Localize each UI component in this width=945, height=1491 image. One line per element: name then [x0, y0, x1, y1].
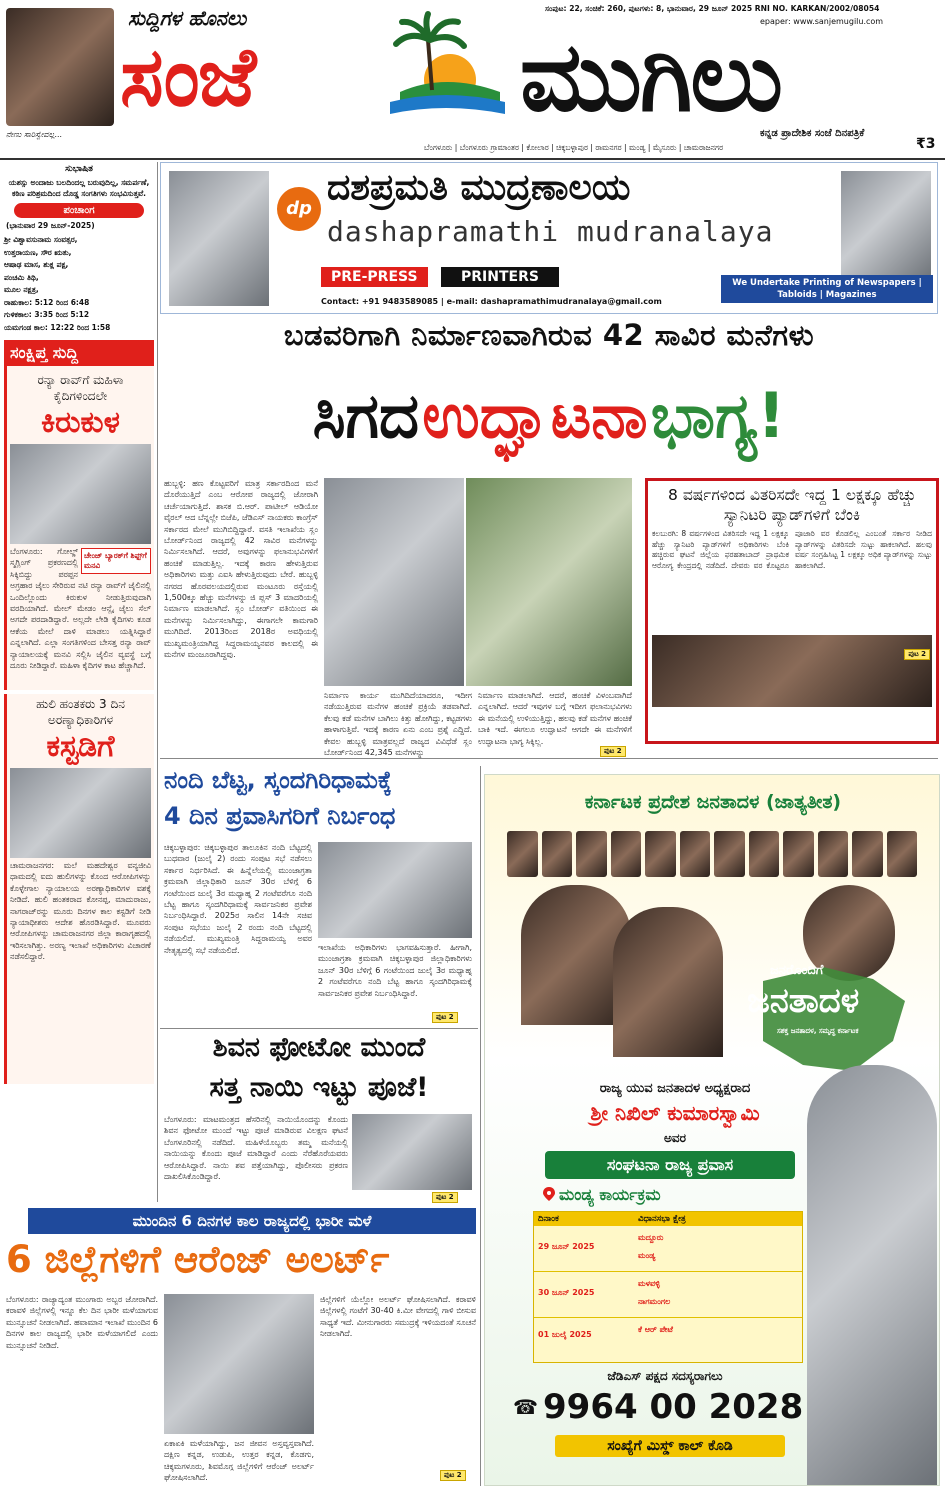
panchanga-line: ಪಂಚಮಿ ತಿಥಿ,: [4, 272, 39, 282]
rain-column-1: ಬೆಂಗಳೂರು: ರಾಜ್ಯಾದ್ಯಂತ ಮುಂಗಾರು ಅಬ್ಬರ ಜೋರಾಗಿದೆ. ಕರಾವಳಿ ಜಿಲ್ಲೆಗಳಲ್ಲಿ ಇನ್ನೂ ಕೆಲ ದಿನ ಭಾರೀ ಮಳೆಯಾಗುವ ಮುನ್ಸೂಚನೆ ನೀಡಲಾಗಿದೆ. ಹವಾಮಾನ ಇಲಾಖೆ ಮುಂದಿನ 6 ದಿನಗಳ ಕಾಲ ರಾಜ್ಯದಲ್ಲಿ ಭಾರೀ ಮಳೆಯಾಗಲಿದೆ ಎಂದು ಮುನ್ಸೂಚನೆ ನೀಡಿದೆ.: [6, 1295, 158, 1350]
schedule-place: ಮಳವಳ್ಳಿ: [638, 1279, 660, 1288]
rain-continue[interactable]: ಪುಟ 2: [440, 1470, 466, 1481]
story2-headline: ಕಸ್ಟಡಿಗೆ: [46, 729, 115, 764]
shiva-headline-1: ಶಿವನ ಫೋಟೋ ಮುಂದೆ: [212, 1032, 426, 1063]
subhashita-title: ಸುಭಾಷಿತ: [65, 164, 93, 174]
schedule-place: ಕೆ ಆರ್ ಪೇಟೆ: [638, 1325, 673, 1334]
story2-body: ಚಾಮರಾಜನಗರ: ಮಲೆ ಮಹದೇಶ್ವರ ವನ್ಯಜೀವಿ ಧಾಮದಲ್ಲಿ ಐದು ಹುಲಿಗಳನ್ನು ಕೊಂದ ಆರೋಪಿಗಳನ್ನು ಕೊಳ್ಳೇಗಾಲ ನ್ಯಾಯಾಲಯ ಅರಣ್ಯಾಧಿಕಾರಿಗಳ ವಶಕ್ಕೆ ನೀಡಿದೆ. ಹುಲಿ ಹಂತಕರಾದ ಕೋನಪ್ಪ, ಮಾದುರಾಜು, ನಾಗರಾಜ್‌ರನ್ನು ಮೂರು ದಿನಗಳ ಕಾಲ ಕಸ್ಟಡಿಗೆ ನೀಡಿ ನ್ಯಾಯಾಧೀಶರು ಆದೇಶ ಹೊರಡಿಸಿದ್ದಾರೆ. ಮೂವರು ಆರೋಪಿಗಳನ್ನು ಚಾಮರಾಜನಗರ ಜಿಲ್ಲಾ ಕಾರಾಗೃಹದಲ್ಲಿ ಇರಿಸಲಾಗಿತ್ತು. ಅರಣ್ಯ ಇಲಾಖೆ ಅಧಿಕಾರಿಗಳು ವಿಚಾರಣೆ ನಡೆಸಲಿದ್ದಾರೆ.: [10, 861, 151, 962]
jds-phone[interactable]: 9964 00 2028: [543, 1387, 804, 1427]
lead-photo-cm: [324, 478, 464, 686]
panchanga-list: [4, 234, 154, 334]
jds-place: ಮಂಡ್ಯ ಕಾರ್ಯಕ್ರಮ: [559, 1185, 661, 1204]
shiva-continue[interactable]: ಪುಟ 2: [432, 1192, 458, 1203]
jds-title: ಕರ್ನಾಟಕ ಪ್ರದೇಶ ಜನತಾದಳ (ಜಾತ್ಯತೀತ): [584, 791, 842, 813]
panchanga-line: ಶ್ರೀ ವಿಶ್ವಾವಸುನಾಮ ಸಂವತ್ಸರ,: [4, 235, 78, 244]
story2-kicker: ಹುಲಿ ಹಂತಕರು 3 ದಿನ ಅರಣ್ಯಾಧಿಕಾರಿಗಳ: [36, 697, 125, 727]
jds-ad[interactable]: [484, 774, 940, 1486]
rain-column-2: ಏಕಾಏಕಿ ಮಳೆಯಾಗಿದ್ದು, ಜನ ಜೀವನ ಅಸ್ತವ್ಯಸ್ತವಾಗಿದೆ. ದಕ್ಷಿಣ ಕನ್ನಡ, ಉಡುಪಿ, ಉತ್ತರ ಕನ್ನಡ, ಕೊಡಗು, ಚಿಕ್ಕಮಗಳೂರು, ಶಿವಮೊಗ್ಗ ಜಿಲ್ಲೆಗಳಿಗೆ ಆರೆಂಜ್ ಅಲರ್ಟ್ ಘೋಷಿಸಲಾಗಿದೆ.: [164, 1439, 314, 1483]
panchanga-line: ಮೂಲ ನಕ್ಷತ್ರ,: [4, 285, 39, 294]
masthead-name-left: ಸಂಜೆ: [120, 30, 255, 125]
th-date: ದಿನಾಂಕ: [538, 1214, 559, 1224]
schedule-date: 30 ಜೂನ್ 2025: [538, 1288, 595, 1297]
lead-column-3: ನಿರ್ಮಾಣ ಮಾಡಲಾಗಿದೆ. ಆದರೆ, ಹಂಚಿಕೆ ವಿಳಂಬವಾಗಿದೆ ಎನ್ನಲಾಗಿದೆ. ಆದರೆ ಇವುಗಳ ಬಗ್ಗೆ ಇದೀಗ ಫಲಾನುಭವಿಗಳು ಈ ಮನೆಯಲ್ಲಿ ಉಳಿಯುತ್ತಿದ್ದು, ಹಲವು ಕಡೆ ಮನೆಗಳ ಹಂಚಿಕೆ ಬಾಕಿ ಇದೆ. ಈಗಲೂ ಉದ್ಘಾಟನೆ ಆಗದೇ ಈ ಮನೆಗಳಿಗೆ ಉದ್ಘಾಟನಾ ಭಾಗ್ಯ ಸಿಕ್ಕಿಲ್ಲ.: [478, 691, 632, 746]
schedule-place: ಮದ್ದೂರು: [638, 1233, 664, 1242]
rain-column-3: ಜಿಲ್ಲೆಗಳಿಗೆ ಯೆಲ್ಲೋ ಅಲರ್ಟ್ ಘೋಷಿಸಲಾಗಿದೆ. ಕರಾವಳಿ ಜಿಲ್ಲೆಗಳಲ್ಲಿ ಗಂಟೆಗೆ 30-40 ಕಿ.ಮೀ ವೇಗದಲ್ಲಿ ಗಾಳಿ ಬೀಸುವ ಸಾಧ್ಯತೆ ಇದೆ. ಮೀನುಗಾರರು ಸಮುದ್ರಕ್ಕೆ ಇಳಿಯದಂತೆ ಸೂಚನೆ ನೀಡಲಾಗಿದೆ.: [320, 1295, 476, 1339]
schedule-row: [534, 1226, 802, 1272]
lead-column-1: ಹುಬ್ಬಳ್ಳಿ: ಹಣ ಕೊಟ್ಟವರಿಗೆ ಮಾತ್ರ ಸರ್ಕಾರದಿಂದ ಮನೆ ದೊರೆಯುತ್ತಿದೆ ಎಂಬ ಆರೋಪ ರಾಜ್ಯದಲ್ಲಿ ಜೋರಾಗಿ ಚರ್ಚೆಯಾಗುತ್ತಿದೆ. ಶಾಸಕ ಬಿ.ಆರ್. ಪಾಟೀಲ್ ಆಡಿಯೋ ವೈರಲ್ ಆದ ಬೆನ್ನಲ್ಲೇ ಬಿಜೆಪಿ, ಜೆಡಿಎಸ್ ನಾಯಕರು ಕಾಂಗ್ರೆಸ್ ಸರ್ಕಾರದ ಮೇಲೆ ಮುಗಿಬಿದ್ದಿದ್ದಾರೆ. ವಸತಿ ಇಲಾಖೆಯ ಸ್ಲಂ ಬೋರ್ಡ್‌ನಿಂದ ರಾಜ್ಯದಲ್ಲಿ 42 ಸಾವಿರ ಮನೆಗಳನ್ನು ನಿರ್ಮಿಸಲಾಗಿದೆ. ಆದರೆ, ಅವುಗಳನ್ನು ಫಲಾನುಭವಿಗಳಿಗೆ ಹಂಚಿಕೆ ಮಾಡುತ್ತಿಲ್ಲ. ಇದಕ್ಕೆ ಕಾರಣ ಹೇಳುತ್ತಿರುವ ಅಧಿಕಾರಿಗಳು ಮತ್ತು ಎಐಸಿ ಹೇಳುತ್ತಿರುವುದು ಬೇರೆ. ಹುಬ್ಬಳ್ಳಿ ನಗರದ ಹೊರವಲಯದಲ್ಲಿರುವ ಮಂಟೂರು ರಸ್ತೆಯಲ್ಲಿ 1,500ಕ್ಕೂ ಹೆಚ್ಚು ಮನೆಗಳನ್ನು ಜಿ ಪ್ಲಸ್ 3 ಮಾದರಿಯಲ್ಲಿ ನಿರ್ಮಾಣ ಮಾಡಲಾಗಿದೆ. ಸ್ಲಂ ಬೋರ್ಡ್ ವತಿಯಿಂದ ಈ ಮನೆಗಳನ್ನು ನಿರ್ಮಿಸಲಾಗಿದ್ದು, ಈಗಾಗಲೇ ಕಾಮಗಾರಿ ಮುಗಿದಿದೆ. 2013ರಿಂದ 2018ರ ಅವಧಿಯಲ್ಲಿ ಮುಖ್ಯಮಂತ್ರಿಯಾಗಿದ್ದ ಸಿದ್ದರಾಮಯ್ಯನವರ ಕಾಲದಲ್ಲಿ ಈ ಮನೆಗಳ ಮಂಜೂರಾಗಿದ್ದವು.: [164, 479, 318, 660]
ad-logo: dp: [277, 187, 321, 231]
rain-photo: [164, 1294, 314, 1434]
ad-machine-photo-left: [169, 171, 269, 306]
jds-schedule-table: [533, 1211, 803, 1363]
lead-photo-houses: [466, 478, 632, 686]
nandi-photo: [318, 842, 472, 938]
ad-badge: We Undertake Printing of Newspapers | Tabloids | Magazines: [721, 275, 933, 303]
schedule-place: ನಾಗಮಂಗಲ: [638, 1297, 671, 1306]
schedule-row: [534, 1272, 802, 1318]
lead-headline-c: ಭಾಗ್ಯ!: [650, 379, 786, 452]
jds-logo-small: ಜನರೊಂದಿಗೆ: [770, 963, 824, 978]
ad-machine-photo-right: [841, 171, 931, 281]
ad-prepress-tag: PRE-PRESS: [321, 267, 428, 287]
sanitary-box: [645, 478, 939, 744]
sanitary-continue[interactable]: ಪುಟ 2: [904, 649, 930, 660]
price-badge: ₹3: [916, 136, 936, 152]
ad-en-name: dashapramathi mudranalaya: [327, 215, 774, 248]
masthead-tagline: ಸುದ್ದಿಗಳ ಹೊನಲು: [128, 6, 247, 30]
nandi-headline-1: ನಂದಿ ಬೆಟ್ಟ, ಸ್ಕಂದಗಿರಿಧಾಮಕ್ಕೆ: [164, 766, 392, 794]
jds-callout: ಜೆಡಿಎಸ್ ಪಕ್ಷದ ಸದಸ್ಯರಾಗಲು: [607, 1369, 723, 1383]
jds-karnataka-map: [733, 961, 933, 1081]
jds-leader-photo-2: [613, 907, 723, 1057]
brief-title: ಸಂಕ್ಷಿಪ್ತ ಸುದ್ದಿ: [4, 340, 154, 366]
jds-logo-sub: ಸಶಕ್ತ ಜನತಾದಳ, ಸಮೃದ್ಧ ಕರ್ನಾಟಕ: [777, 1027, 859, 1035]
nandi-column-1: ಚಿಕ್ಕಬಳ್ಳಾಪುರ: ಚಿಕ್ಕಬಳ್ಳಾಪುರ ತಾಲೂಕಿನ ನಂದಿ ಬೆಟ್ಟದಲ್ಲಿ ಬುಧವಾರ (ಜುಲೈ 2) ರಂದು ಸಂಪುಟ ಸಭೆ ನಡೆಸಲು ಸರ್ಕಾರ ನಿರ್ಧರಿಸಿದೆ. ಈ ಹಿನ್ನೆಲೆಯಲ್ಲಿ ಮುಂಜಾಗ್ರತಾ ಕ್ರಮವಾಗಿ ಜಿಲ್ಲಾಧಿಕಾರಿ ಜೂನ್ 30ರ ಬೆಳಿಗ್ಗೆ 6 ಗಂಟೆಯಿಂದ ಜುಲೈ 3ರ ಮಧ್ಯಾಹ್ನ 2 ಗಂಟೆವರೆಗೂ ನಂದಿ ಬೆಟ್ಟ ಹಾಗೂ ಸ್ಕಂದಗಿರಿಧಾಮಕ್ಕೆ ಸಾರ್ವಜನಿಕರ ಪ್ರವೇಶ ನಿರ್ಬಂಧಿಸಿದ್ದಾರೆ. 2025ರ ಸಾಲಿನ 14ನೇ ಸಚಿವ ಸಂಪುಟ ಸಭೆಯು ಜುಲೈ 2 ರಂದು ನಂದಿ ಬೆಟ್ಟದಲ್ಲಿ ನಡೆಯಲಿದೆ. ಮುಖ್ಯಮಂತ್ರಿ ಸಿದ್ದರಾಮಯ್ಯ ಅವರ ನೇತೃತ್ವದಲ್ಲಿ ಸಭೆ ನಡೆಯಲಿದೆ.: [164, 843, 312, 955]
story1-kicker: ರನ್ಯಾ ರಾವ್‌ಗೆ ಮಹಿಳಾ ಕೈದಿಗಳಿಂದಲೇ: [37, 373, 124, 403]
masthead: [0, 0, 945, 160]
schedule-place: ಮಂಡ್ಯ: [638, 1251, 656, 1260]
epaper-link[interactable]: epaper: www.sanjemugilu.com: [760, 17, 884, 26]
jds-name: ಶ್ರೀ ನಿಖಿಲ್ ಕುಮಾರಸ್ವಾಮಿ: [590, 1101, 760, 1125]
schedule-date: 29 ಜೂನ್ 2025: [538, 1242, 595, 1251]
panchanga-line: ಯಮಗಂಡ ಕಾಲ: 12:22 ರಿಂದ 1:58: [4, 322, 111, 332]
jds-logo-big: ಜನತಾದಳ: [747, 981, 860, 1021]
issue-meta: ಸಂಪುಟ: 22, ಸಂಚಿಕೆ: 260, ಪುಟಗಳು: 8, ಭಾನುವಾರ, 29 ಜೂನ್ 2025 RNI NO. KARKAN/2002/08054: [545, 4, 880, 13]
jds-role: ರಾಜ್ಯ ಯುವ ಜನತಾದಳ ಅಧ್ಯಕ್ಷರಾದ: [599, 1081, 751, 1096]
ad-kn-name: ದಶಪ್ರಮತಿ ಮುದ್ರಣಾಲಯ: [327, 167, 631, 208]
th-place: ವಿಧಾನಸಭಾ ಕ್ಷೇತ್ರ: [638, 1214, 686, 1224]
sanitary-headline: 8 ವರ್ಷಗಳಿಂದ ವಿತರಿಸದೇ ಇದ್ದ 1 ಲಕ್ಷಕ್ಕೂ ಹೆಚ್ಚು ಸ್ಯಾನಿಟರಿ ಪ್ಯಾಡ್‌ಗಳಿಗೆ ಬೆಂಕಿ: [668, 486, 916, 524]
shiva-body: ಬೆಂಗಳೂರು: ಮಾಟಮಂತ್ರದ ಹೆಸರಿನಲ್ಲಿ ನಾಯಿಯೊಂದನ್ನು ಕೊಂದು ಶಿವನ ಫೋಟೋ ಮುಂದೆ ಇಟ್ಟು ಪೂಜೆ ಮಾಡಿರುವ ವಿಲಕ್ಷಣ ಘಟನೆ ಬೆಂಗಳೂರಿನಲ್ಲಿ ನಡೆದಿದೆ. ಮಹಿಳೆಯೊಬ್ಬರು ತಮ್ಮ ಮನೆಯಲ್ಲಿ ನಾಯಿಯನ್ನು ಕೊಂದು ಪೂಜೆ ಮಾಡಿದ್ದಾರೆ ಎಂದು ನೆರೆಹೊರೆಯವರು ಆರೋಪಿಸಿದ್ದಾರೆ. ನಾಯಿ ಶವ ಪತ್ತೆಯಾಗಿದ್ದು, ಪೊಲೀಸರು ಪ್ರಕರಣ ದಾಖಲಿಸಿಕೊಂಡಿದ್ದಾರೆ.: [164, 1115, 348, 1182]
jds-nikhil-photo: [807, 1065, 937, 1485]
jds-missed-call: ಸಂಖ್ಯೆಗೆ ಮಿಸ್ಡ್ ಕಾಲ್ ಕೊಡಿ: [555, 1435, 785, 1457]
left-column: [4, 162, 154, 1207]
printer-ad[interactable]: [160, 162, 938, 314]
panchanga-date: (ಭಾನುವಾರ 29 ಜೂನ್-2025): [6, 221, 95, 230]
editor-photo: [6, 8, 114, 126]
ad-printers-tag: PRINTERS: [441, 267, 559, 287]
lead-headline-a: ಸಿಗದ: [312, 379, 420, 452]
panchanga-title: ಪಂಚಾಂಗ: [14, 203, 144, 218]
jds-avaru: ಅವರ: [664, 1131, 686, 1145]
sanitary-body: ಕಲಬುರಗಿ: 8 ವರ್ಷಗಳಿಂದ ವಿತರಿಸದೇ ಇದ್ದ 1 ಲಕ್ಷಕ್ಕೂ ಹೆಚ್ಚು ಸ್ಯಾನಿಟರಿ ಪ್ಯಾಡ್‌ಗಳಿಗೆ ಅಧಿಕಾರಿಗಳು ಬೆಂಕಿ ಹಚ್ಚಿರುವ ಘಟನೆ ಜಿಲ್ಲೆಯ ಫರಹತಾಬಾದ್ ಪ್ರಾಥಮಿಕ ಆರೋಗ್ಯ ಕೇಂದ್ರದಲ್ಲಿ ನಡೆದಿದೆ. ದೇವರು ವರ ಕೊಟ್ಟರೂ ಪೂಜಾರಿ ವರ ಕೊಡಲಿಲ್ಲ ಎಂಬಂತೆ ಸರ್ಕಾರ ನೀಡಿದ ಪ್ಯಾಡ್‌ಗಳನ್ನು ವಿತರಿಸದೇ ಸುಟ್ಟು ಹಾಕಲಾಗಿದೆ. ಹಲವು ವರ್ಷ ಸಂಗ್ರಹಿಸಿಟ್ಟ 1 ಲಕ್ಷಕ್ಕೂ ಅಧಿಕ ಪ್ಯಾಡ್‌ಗಳನ್ನು ಸುಟ್ಟು ಹಾಕಲಾಗಿದೆ.: [652, 529, 932, 570]
schedule-row: [534, 1318, 802, 1358]
subhashita-text: ಯಶಸ್ಸು ಅಂದಾಜು ಬಲದಿಂದಲ್ಲ ಬರುವುದಿಲ್ಲ, ಸಮರ್ಪಣೆ, ಕಠಿಣ ಪರಿಶ್ರಮದಿಂದ ದೊಡ್ಡ ಸಂಗತಿಗಳು ಸಂಭವಿಸುತ್ತವೆ.: [8, 178, 150, 198]
story1-inset: ಚೇಂಜ್ ಬ್ಯಾರಕ್‌ಗೆ ಶಿಫ್ಟ್‌ಗೆ ಮನವಿ: [81, 548, 151, 574]
phone-icon: ☎: [513, 1395, 538, 1419]
jds-tour: ಸಂಘಟನಾ ರಾಜ್ಯ ಪ್ರವಾಸ: [545, 1151, 795, 1179]
location-pin-icon: [543, 1187, 555, 1201]
masthead-name-right: ಮುಗಿಲು: [520, 21, 782, 133]
panchanga-line: ರಾಹುಕಾಲ: 5:12 ರಿಂದ 6:48: [4, 297, 90, 307]
rain-headline: 6 ಜಿಲ್ಲೆಗಳಿಗೆ ಆರೆಂಜ್ ಅಲರ್ಟ್: [6, 1238, 390, 1281]
nandi-headline-2: 4 ದಿನ ಪ್ರವಾಸಿಗರಿಗೆ ನಿರ್ಬಂಧ: [164, 802, 396, 830]
lead-column-2: ನಿರ್ಮಾಣ ಕಾರ್ಯ ಮುಗಿದಿದೆಯಾದರೂ, ಇದೀಗ ನಡೆಯುತ್ತಿರುವ ಮನೆಗಳ ಹಂಚಿಕೆ ಪ್ರಕ್ರಿಯೆ ತಡವಾಗಿದೆ. ಕೆಲವು ಕಡೆ ಮನೆಗಳ ಬಾಗಿಲು ಕಿತ್ತು ಹೋಗಿದ್ದು, ಕಟ್ಟಡಗಳು ಹಾಳಾಗುತ್ತಿವೆ. ಇದಕ್ಕೆ ಕಾರಣ ಏನು ಎಂಬ ಪ್ರಶ್ನೆ ಎದ್ದಿದೆ. ಕೇವಲ ಹುಬ್ಬಳ್ಳಿ ಮಾತ್ರವಲ್ಲದೆ ರಾಜ್ಯದ ವಿವಿಧೆಡೆ ಸ್ಲಂ ಬೋರ್ಡ್‌ನಿಂದ 42,345 ಮನೆಗಳನ್ನು: [324, 691, 472, 758]
schedule-date: 01 ಜುಲೈ 2025: [538, 1330, 592, 1339]
shiva-headline-2: ಸತ್ತ ನಾಯಿ ಇಟ್ಟು ಪೂಜೆ!: [209, 1072, 429, 1103]
panchanga-line: ಗುಳಿಕಕಾಲ: 3:35 ರಿಂದ 5:12: [4, 310, 90, 319]
sun-palm-logo: [380, 10, 510, 120]
story1-body: ಬೆಂಗಳೂರು: ಗೋಲ್ಡ್ ಸ್ಮಗ್ಲಿಂಗ್ ಪ್ರಕರಣದಲ್ಲಿ ಸಿಕ್ಕಿಬಿದ್ದು ಪರಪ್ಪನ ಅಗ್ರಹಾರ ಜೈಲು ಸೇರಿರುವ ನಟಿ ರನ್ಯಾ ರಾವ್‌ಗೆ ಜೈಲಿನಲ್ಲಿ ಒಂದಿಲ್ಲೊಂದು ಕಿರುಕುಳ ನೀಡುತ್ತಿರುವುದಾಗಿ ವರದಿಯಾಗಿದೆ. ಮೇಲ್ ಮೇಡಂ ಆನ್ಲೈ ಜೈಲು ಸೆಲ್ ಅಗದೇ ಪರದಾಡಿದ್ದಾರೆ. ಅಲ್ಲದೇ ಲೇಡಿ ಕೈದಿಗಳು ಕೂಡ ಆಕೆಯ ಮೇಲೆ ದಾಳಿ ಮಾಡಲು ಯತ್ನಿಸಿದ್ದಾರೆ ಎನ್ನಲಾಗಿದೆ. ಎಲ್ಲಾ ಸಂಗತಿಗಳಿಂದ ಬೇಸತ್ತ ರನ್ಯಾ ರಾವ್ ನ್ಯಾಯಾಲಯಕ್ಕೆ ಮನವಿ ಸಲ್ಲಿಸಿ ಜೈಲಿನ ವ್ಯವಸ್ಥೆ ಬಗ್ಗೆ ದೂರು ನೀಡಿದ್ದಾರೆ. ಮಹಿಳಾ ಕೈದಿಗಳ ಕಾಟ ಹೆಚ್ಚಾಗಿದೆ.: [10, 547, 151, 671]
lead-headline-b: ಉದ್ಘಾಟನಾ: [422, 379, 648, 452]
signature: ನೇಣು ಸಾರಿಸ್ವೇವಲ್ಲ...: [6, 130, 63, 139]
panchanga-line: ಆಷಾಢ ಮಾಸ, ಶುಕ್ಲ ಪಕ್ಷ,: [4, 260, 69, 269]
lead-headline: [160, 366, 938, 485]
story1-headline: ಕಿರುಕುಳ: [41, 405, 120, 440]
district-list: ಬೆಂಗಳೂರು | ಬೆಂಗಳೂರು ಗ್ರಾಮಾಂತರ | ಕೋಲಾರ | ಚಿಕ್ಕಬಳ್ಳಾಪುರ | ರಾಮನಗರ | ಮಂಡ್ಯ | ಮೈಸೂರು | ಚಾಮರಾಜನಗರ: [424, 143, 724, 152]
masthead-subtitle: ಕನ್ನಡ ಪ್ರಾದೇಶಿಕ ಸಂಜೆ ದಿನಪತ್ರಿಕೆ: [760, 128, 865, 139]
nandi-continue[interactable]: ಪುಟ 2: [432, 1012, 458, 1023]
nandi-column-2: ಇಲಾಖೆಯ ಅಧಿಕಾರಿಗಳು ಭಾಗವಹಿಸುತ್ತಾರೆ. ಹೀಗಾಗಿ, ಮುಂಜಾಗ್ರತಾ ಕ್ರಮವಾಗಿ ಚಿಕ್ಕಬಳ್ಳಾಪುರ ಜಿಲ್ಲಾಧಿಕಾರಿಗಳು ಜೂನ್ 30ರ ಬೆಳಿಗ್ಗೆ 6 ಗಂಟೆಯಿಂದ ಜುಲೈ 3ರ ಮಧ್ಯಾಹ್ನ 2 ಗಂಟೆವರೆಗೂ ನಂದಿ ಬೆಟ್ಟ ಹಾಗೂ ಸ್ಕಂದಗಿರಿಧಾಮಕ್ಕೆ ಸಾರ್ವಜನಿಕರ ಪ್ರವೇಶ ನಿರ್ಬಂಧಿಸಿದ್ದಾರೆ.: [318, 943, 472, 998]
panchanga-line: ಉತ್ತರಾಯಣ, ಸೌರ ಋತು,: [4, 247, 72, 257]
jds-leader-strip: [507, 831, 917, 877]
ad-contact: Contact: +91 9483589085 | e-mail: dashapramathimudranalaya@gmail.com: [321, 297, 662, 306]
lead-continue[interactable]: ಪುಟ 2: [600, 746, 626, 757]
shiva-photo: [352, 1114, 472, 1190]
rain-banner: ಮುಂದಿನ 6 ದಿನಗಳ ಕಾಲ ರಾಜ್ಯದಲ್ಲಿ ಭಾರೀ ಮಳೆ: [28, 1208, 476, 1234]
sanitary-fire-photo: [652, 635, 932, 707]
story2-photo: [10, 768, 151, 858]
story1-photo: [10, 444, 151, 544]
lead-kicker: ಬಡವರಿಗಾಗಿ ನಿರ್ಮಾಣವಾಗಿರುವ 42 ಸಾವಿರ ಮನೆಗಳು: [283, 318, 815, 352]
